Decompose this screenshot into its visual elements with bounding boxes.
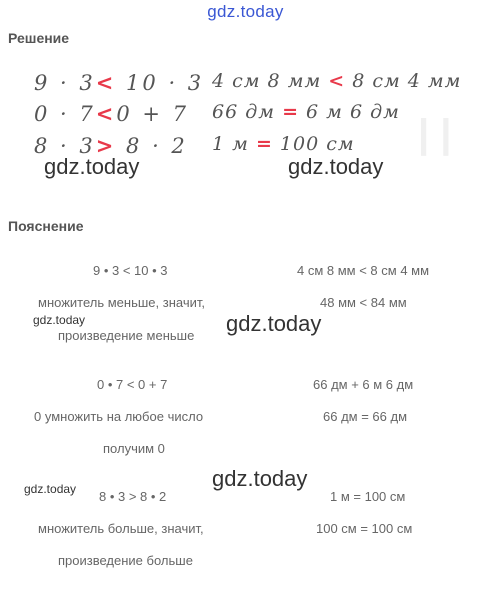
compare-sign: > (95, 133, 117, 158)
expr-right: 0 + 7 (116, 102, 190, 126)
compare-sign: = (282, 101, 299, 123)
explanation-3-note: множитель больше, значит, (38, 521, 204, 536)
explanation-heading: Пояснение (8, 218, 84, 234)
expr-left: 9 · 3 (34, 71, 96, 95)
watermark: gdz.today (226, 311, 322, 336)
expr-right: 100 см (279, 133, 355, 155)
explanation-3-expression: 8 • 3 > 8 • 2 (99, 489, 167, 504)
compare-sign: < (95, 101, 117, 126)
watermark: gdz.today (212, 466, 308, 491)
explanation-3-compare: 1 м = 100 см (330, 489, 406, 504)
explanation-1-note-cont: произведение меньше (58, 328, 195, 343)
solution-heading: Решение (8, 30, 70, 46)
explanation-1-expression: 9 • 3 < 10 • 3 (93, 263, 168, 278)
watermark: gdz.today (288, 154, 384, 179)
compare-sign: = (255, 133, 273, 155)
solution-left-row-2 (34, 101, 189, 126)
explanation-2-compare: 66 дм + 6 м 6 дм (313, 377, 414, 392)
expr-right: 6 м 6 дм (306, 101, 400, 123)
expr-left: 0 · 7 (34, 102, 96, 126)
site-logo[interactable]: gdz.today (207, 2, 284, 21)
faint-background-mark: | | (418, 112, 452, 156)
explanation-2-note-cont: получим 0 (103, 441, 165, 456)
explanation-2-expression: 0 • 7 < 0 + 7 (97, 377, 168, 392)
expr-right: 8 см 4 мм (352, 70, 462, 92)
explanation-1-result: 48 мм < 84 мм (320, 295, 407, 310)
explanation-1-compare: 4 см 8 мм < 8 см 4 мм (297, 263, 430, 278)
expr-left: 4 см 8 мм (212, 70, 322, 92)
compare-sign: < (328, 70, 346, 92)
solution-left-row-1 (34, 70, 204, 95)
compare-sign: < (95, 70, 117, 95)
expr-left: 1 м (212, 133, 249, 155)
expr-left: 66 дм (212, 101, 276, 123)
solution-right-row-1 (212, 70, 461, 92)
expr-right: 8 · 2 (126, 134, 188, 158)
solution-right-row-2 (212, 101, 400, 123)
watermark: gdz.today (44, 154, 140, 179)
explanation-3-result: 100 см = 100 см (316, 521, 413, 536)
explanation-1-note: множитель меньше, значит, (38, 295, 205, 310)
solution-right-row-3 (212, 133, 355, 155)
expr-right: 10 · 3 (126, 71, 205, 95)
explanation-2-note: 0 умножить на любое число (34, 409, 204, 424)
explanation-3-note-cont: произведение больше (58, 553, 193, 568)
watermark: gdz.today (33, 313, 86, 327)
explanation-2-result: 66 дм = 66 дм (323, 409, 408, 424)
expr-left: 8 · 3 (34, 134, 96, 158)
watermark: gdz.today (24, 482, 77, 496)
